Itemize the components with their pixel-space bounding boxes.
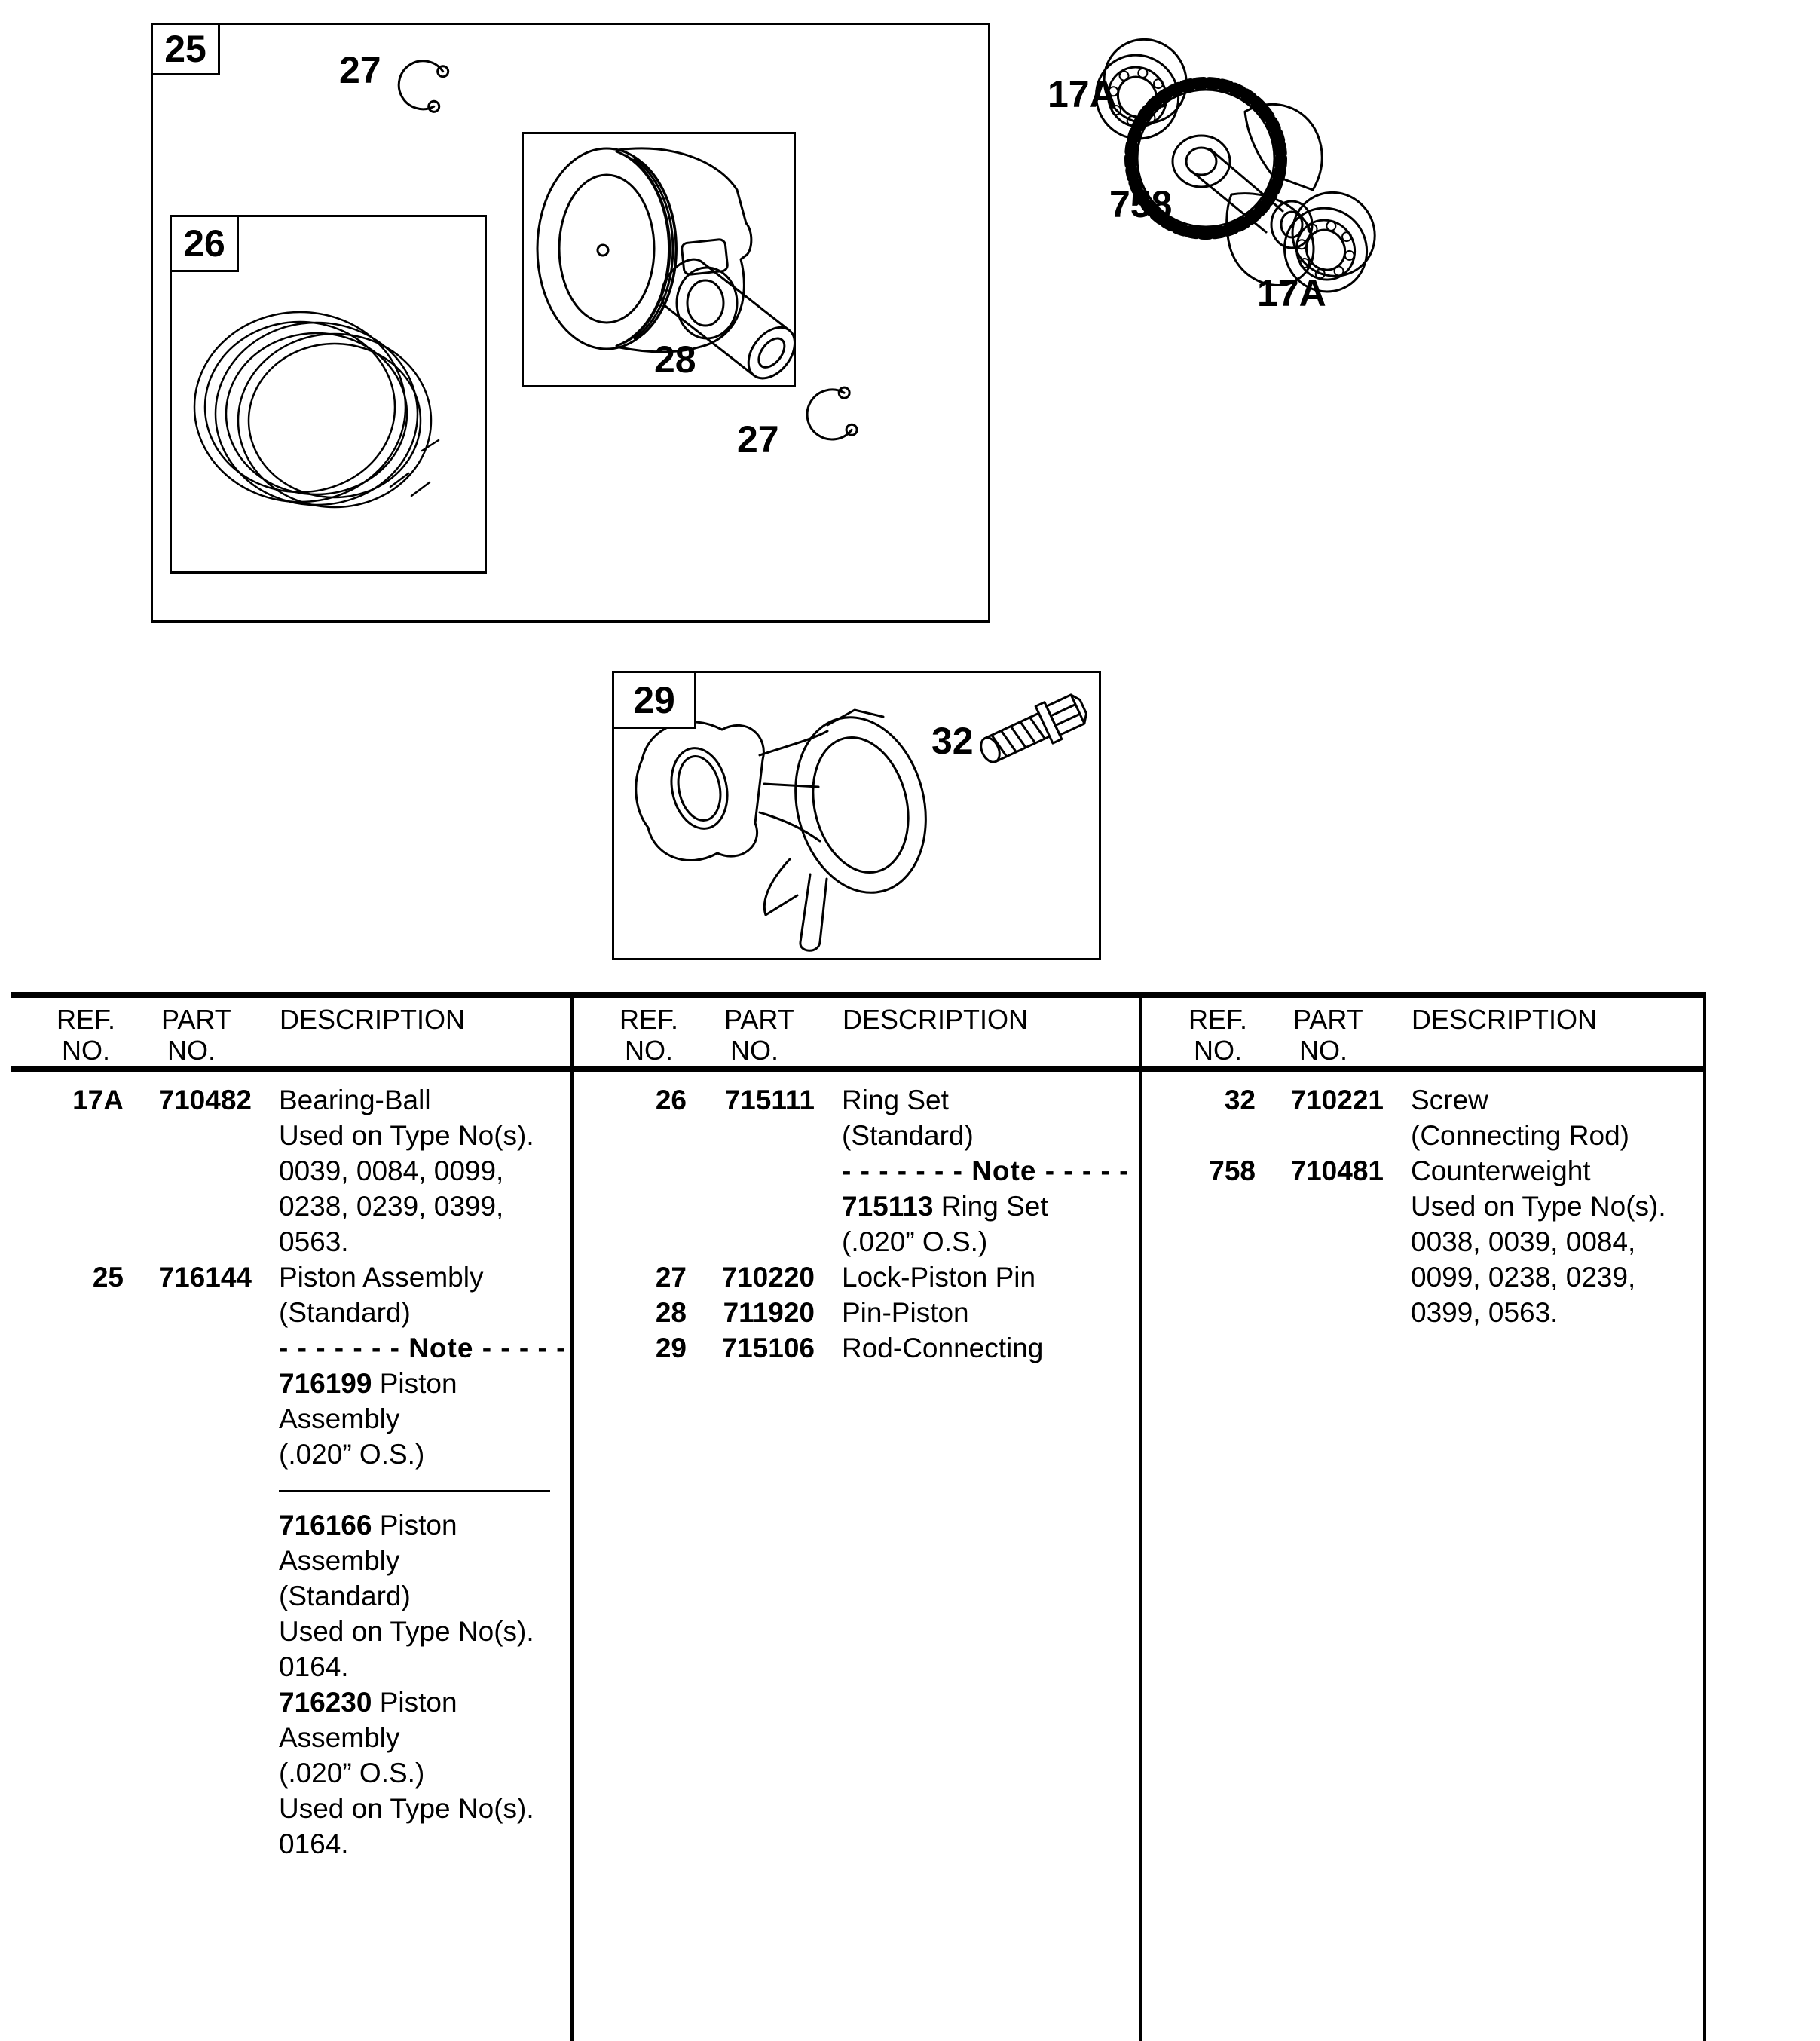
description-text: 716230 — [279, 1687, 372, 1718]
box-label-text: 29 — [633, 678, 675, 721]
header-line: NO. — [61, 1035, 110, 1066]
ref-no-cell: 26 — [655, 1085, 687, 1115]
description-line — [279, 1614, 566, 1649]
callout-17a-top: 17A — [1048, 73, 1117, 115]
callout-28: 28 — [654, 338, 696, 381]
part-no-cell: 710220 — [721, 1262, 815, 1293]
table-row — [11, 1082, 570, 1259]
description-text: Screw — [1411, 1085, 1488, 1115]
description-text: (.020” O.S.) — [842, 1226, 988, 1257]
callout-17a-bottom: 17A — [1257, 272, 1326, 314]
piston-group-box-label — [151, 23, 220, 75]
ring-set-box-label — [170, 215, 239, 272]
description-line — [1411, 1082, 1700, 1118]
description-text: 0238, 0239, 0399, — [279, 1191, 504, 1222]
description-text: Ring Set — [933, 1191, 1048, 1222]
header-line: NO. — [167, 1035, 216, 1066]
description-text: 0563. — [279, 1226, 349, 1257]
description-text: 716199 — [279, 1368, 372, 1399]
description-line — [279, 1437, 566, 1472]
table-row — [574, 1295, 1142, 1330]
description-line — [279, 1153, 564, 1189]
description-line — [279, 1685, 566, 1720]
description-text: 0164. — [279, 1828, 349, 1859]
description-header — [785, 1004, 1086, 1066]
description-text: 0164. — [279, 1651, 349, 1682]
description-text: Pin-Piston — [842, 1297, 969, 1328]
description-line — [279, 1507, 566, 1543]
table-header-row — [574, 1004, 1142, 1066]
description-text: 0039, 0084, 0099, — [279, 1155, 504, 1186]
description-line — [1411, 1224, 1700, 1259]
description-text: Used on Type No(s). — [279, 1120, 534, 1151]
parts-table — [11, 992, 1706, 2041]
description-text: (.020” O.S.) — [279, 1439, 425, 1470]
description-text: Rod-Connecting — [842, 1333, 1044, 1363]
description-text: 0038, 0039, 0084, — [1411, 1226, 1636, 1257]
description-text: Used on Type No(s). — [279, 1793, 534, 1824]
table-rows — [11, 1082, 570, 1862]
description-line — [279, 1082, 564, 1118]
description-line — [279, 1826, 566, 1862]
description-text: - - - - - - - Note - - - - - — [279, 1333, 567, 1363]
description-line — [842, 1082, 1136, 1118]
description-cell — [815, 1082, 1142, 1259]
header-line: PART — [1293, 1004, 1363, 1035]
description-line — [1411, 1259, 1700, 1295]
header-line: DESCRIPTION — [1411, 1004, 1598, 1035]
description-line — [279, 1649, 566, 1685]
description-text: Ring Set — [842, 1085, 949, 1115]
table-row — [574, 1082, 1142, 1259]
header-line: NO. — [1298, 1035, 1347, 1066]
part-no-cell: 715111 — [724, 1085, 815, 1115]
table-section — [570, 998, 1142, 2041]
ref-no-cell: 29 — [655, 1333, 687, 1363]
header-line: NO. — [1193, 1035, 1242, 1066]
description-cell — [815, 1330, 1142, 1366]
description-text: Lock-Piston Pin — [842, 1262, 1036, 1293]
header-line: REF. — [619, 1004, 678, 1035]
table-section — [11, 998, 570, 2041]
box-label-text: 26 — [183, 222, 225, 265]
description-text: Assembly — [279, 1722, 400, 1753]
header-line: NO. — [624, 1035, 673, 1066]
description-line — [1411, 1153, 1700, 1189]
description-text: 716166 — [279, 1510, 372, 1541]
header-line: PART — [724, 1004, 794, 1035]
table-row — [1142, 1153, 1706, 1330]
table-section — [1139, 998, 1706, 2041]
description-header — [222, 1004, 523, 1066]
description-cell — [1384, 1082, 1706, 1153]
description-text: (Standard) — [279, 1297, 411, 1328]
description-text: (Standard) — [842, 1120, 974, 1151]
header-line: REF. — [56, 1004, 115, 1035]
description-cell — [815, 1295, 1142, 1330]
description-text: Piston — [372, 1510, 457, 1541]
ref-no-header — [11, 1004, 161, 1066]
description-text: Piston Assembly — [279, 1262, 484, 1293]
description-line — [842, 1224, 1136, 1259]
table-rows — [574, 1082, 1142, 1366]
counterweight-illustration — [1075, 24, 1395, 308]
table-row — [11, 1259, 570, 1862]
box-label-text: 25 — [164, 28, 206, 70]
part-no-cell: 710481 — [1290, 1155, 1384, 1186]
header-line: DESCRIPTION — [279, 1004, 466, 1035]
description-text: (.020” O.S.) — [279, 1758, 425, 1789]
description-text: Piston — [372, 1368, 457, 1399]
ref-no-cell: 17A — [72, 1085, 124, 1115]
part-no-header — [1293, 1004, 1363, 1066]
part-no-cell: 710482 — [158, 1085, 252, 1115]
ref-no-cell: 32 — [1224, 1085, 1256, 1115]
description-line — [842, 1189, 1136, 1224]
ref-no-cell: 25 — [92, 1262, 124, 1293]
description-text: Bearing-Ball — [279, 1085, 431, 1115]
description-line — [279, 1578, 566, 1614]
header-line: DESCRIPTION — [842, 1004, 1029, 1035]
part-no-cell: 711920 — [723, 1297, 815, 1328]
description-text: (Standard) — [279, 1580, 411, 1611]
part-no-header — [161, 1004, 231, 1066]
description-line — [1411, 1118, 1700, 1153]
ref-no-cell: 758 — [1209, 1155, 1256, 1186]
callout-27-mid: 27 — [737, 418, 779, 461]
header-line: NO. — [730, 1035, 778, 1066]
part-no-cell: 715106 — [721, 1333, 815, 1363]
callout-32: 32 — [931, 720, 974, 762]
description-line — [1411, 1189, 1700, 1224]
callout-758: 758 — [1109, 183, 1173, 225]
header-line: REF. — [1188, 1004, 1247, 1035]
table-row — [574, 1330, 1142, 1366]
table-header-row — [1142, 1004, 1706, 1066]
description-line — [279, 1755, 566, 1791]
description-line — [842, 1330, 1136, 1366]
description-line — [279, 1401, 566, 1437]
description-text: Assembly — [279, 1545, 400, 1576]
description-text: Used on Type No(s). — [279, 1616, 534, 1647]
description-divider — [279, 1472, 566, 1507]
description-line — [1411, 1295, 1700, 1330]
description-cell — [815, 1259, 1142, 1295]
description-cell — [252, 1082, 570, 1259]
part-no-cell: 716144 — [158, 1262, 252, 1293]
description-line — [279, 1224, 564, 1259]
ref-no-cell: 28 — [655, 1297, 687, 1328]
callout-27-top: 27 — [339, 49, 381, 91]
description-line — [842, 1153, 1136, 1189]
ref-no-header — [574, 1004, 724, 1066]
description-text: 0099, 0238, 0239, — [1411, 1262, 1636, 1293]
description-cell — [252, 1259, 572, 1862]
part-no-cell: 710221 — [1290, 1085, 1384, 1115]
description-line — [279, 1366, 566, 1401]
header-line: PART — [161, 1004, 231, 1035]
table-header-row — [11, 1004, 570, 1066]
description-text: 715113 — [842, 1191, 934, 1222]
description-cell — [1384, 1153, 1706, 1330]
table-rows — [1142, 1082, 1706, 1330]
description-text: 0399, 0563. — [1411, 1297, 1558, 1328]
description-line — [842, 1118, 1136, 1153]
description-line — [279, 1543, 566, 1578]
connecting-rod-box-label — [612, 671, 696, 729]
description-line — [279, 1791, 566, 1826]
part-no-header — [724, 1004, 794, 1066]
description-line — [842, 1295, 1136, 1330]
description-line — [279, 1118, 564, 1153]
table-row — [1142, 1082, 1706, 1153]
description-line — [842, 1259, 1136, 1295]
description-text: Used on Type No(s). — [1411, 1191, 1666, 1222]
description-line — [279, 1330, 566, 1366]
description-header — [1354, 1004, 1655, 1066]
ref-no-cell: 27 — [655, 1262, 687, 1293]
description-line — [279, 1720, 566, 1755]
description-text: (Connecting Rod) — [1411, 1120, 1629, 1151]
description-text: Assembly — [279, 1403, 400, 1434]
description-line — [279, 1295, 566, 1330]
ref-no-header — [1142, 1004, 1293, 1066]
description-text: Piston — [372, 1687, 457, 1718]
description-line — [279, 1189, 564, 1224]
description-text: - - - - - - - Note - - - - - — [842, 1155, 1130, 1186]
description-text: Counterweight — [1411, 1155, 1591, 1186]
table-row — [574, 1259, 1142, 1295]
description-line — [279, 1259, 566, 1295]
